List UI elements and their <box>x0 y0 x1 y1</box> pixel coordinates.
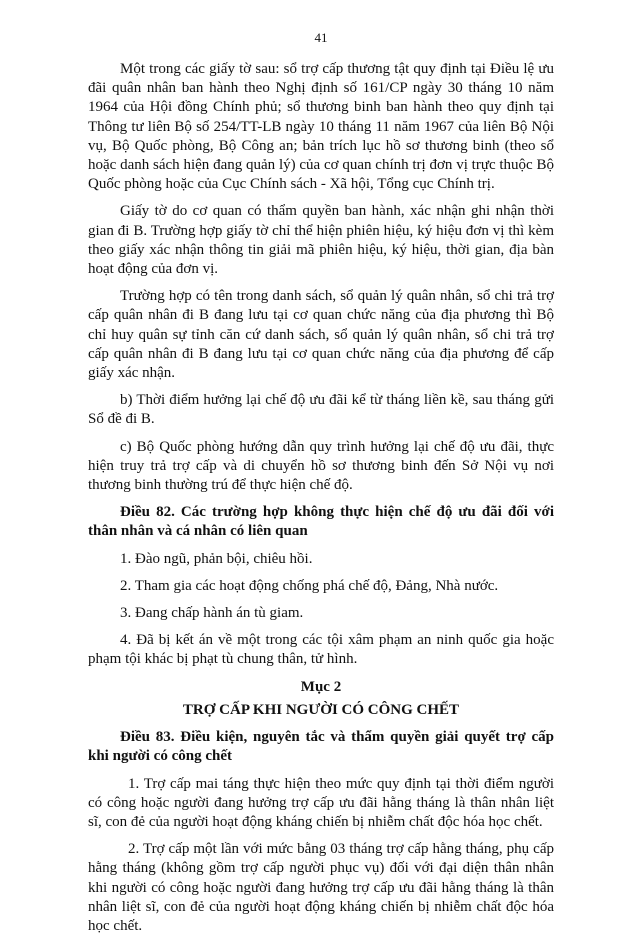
article-82-item: 4. Đã bị kết án về một trong các tội xâm phạm an ninh quốc gia hoặc phạm tội khác bị phạt tù chung thân, tử hình. <box>88 632 554 668</box>
article-82-item: 1. Đào ngũ, phản bội, chiêu hồi. <box>120 550 313 567</box>
article-82-item: 3. Đang chấp hành án tù giam. <box>120 605 304 622</box>
paragraph-point-b: b) Thời điểm hưởng lại chế độ ưu đãi kể từ tháng liền kề, sau tháng gửi Sổ đề đi B. <box>88 392 554 428</box>
paragraph-authority-papers: Giấy tờ do cơ quan có thẩm quyền ban hành, xác nhận ghi nhận thời gian đi B. Trường hợp giấy tờ chỉ thể hiện phiên hiệu, ký hiệu đơn vị thì kèm theo giấy xác nhận thông tin giải mã phiên hiệu, ký hiệu, thời gian, địa bàn hoạt động của đơn vị. <box>88 203 554 278</box>
article-83-item: 2. Trợ cấp một lần với mức bằng 03 tháng trợ cấp hằng tháng, phụ cấp hằng tháng (không gồm trợ cấp người phục vụ) đối với đại diện thân nhân khi người có công hoặc người đang hưởng trợ cấp ưu đãi hằng tháng là thân nhân liệt sĩ, con đẻ của người hoạt động kháng chiến bị nhiễm chất độc hóa học chết. <box>88 841 554 934</box>
section-title: TRỢ CẤP KHI NGƯỜI CÓ CÔNG CHẾT <box>182 701 460 718</box>
article-83-heading: Điều 83. Điều kiện, nguyên tắc và thẩm quyền giải quyết trợ cấp khi người có công chết <box>88 729 554 765</box>
article-82-heading: Điều 82. Các trường hợp không thực hiện chế độ ưu đãi đối với thân nhân và cá nhân có liên quan <box>88 504 554 540</box>
paragraph-documents-list: Một trong các giấy tờ sau: sổ trợ cấp thương tật quy định tại Điều lệ ưu đãi quân nhân ban hành theo Nghị định số 161/CP ngày 30 tháng 10 năm 1964 của Hội đồng Chính phủ; sổ thương binh ban hành theo quy định tại Thông tư liên Bộ số 254/TT-LB ngày 10 tháng 11 năm 1967 của liên Bộ Nội vụ, Bộ Quốc phòng, Bộ Công an; bản trích lục hồ sơ thương binh (theo sổ hoặc danh sách hiện đang quản lý) của cơ quan chính trị đơn vị trực thuộc Bộ Quốc phòng hoặc của Cục Chính sách - Xã hội, Tổng cục Chính trị. <box>88 61 554 193</box>
page-number: 41 <box>314 30 328 45</box>
section-label: Mục 2 <box>300 678 342 695</box>
paragraph-point-c: c) Bộ Quốc phòng hướng dẫn quy trình hưởng lại chế độ ưu đãi, thực hiện truy trả trợ cấp và di chuyển hồ sơ thương binh đến Sở Nội vụ nơi thương binh thường trú để thực hiện chế độ. <box>88 438 554 494</box>
article-82-item: 2. Tham gia các hoạt động chống phá chế độ, Đảng, Nhà nước. <box>120 577 499 594</box>
article-83-item: 1. Trợ cấp mai táng thực hiện theo mức quy định tại thời điểm người có công hoặc người đang hưởng trợ cấp ưu đãi hằng tháng là thân nhân liệt sĩ, con đẻ của người hoạt động kháng chiến bị nhiễm chất độc hóa học chết. <box>88 775 554 830</box>
paragraph-name-in-list: Trường hợp có tên trong danh sách, sổ quản lý quân nhân, sổ chi trả trợ cấp quân nhân đi B đang lưu tại cơ quan chức năng của địa phương thì Bộ chỉ huy quân sự tỉnh căn cứ danh sách, sổ quản lý quân nhân, sổ chi trả trợ cấp quân nhân đi B đang lưu tại cơ quan chức năng của địa phương để cấp giấy xác nhận. <box>88 288 554 382</box>
